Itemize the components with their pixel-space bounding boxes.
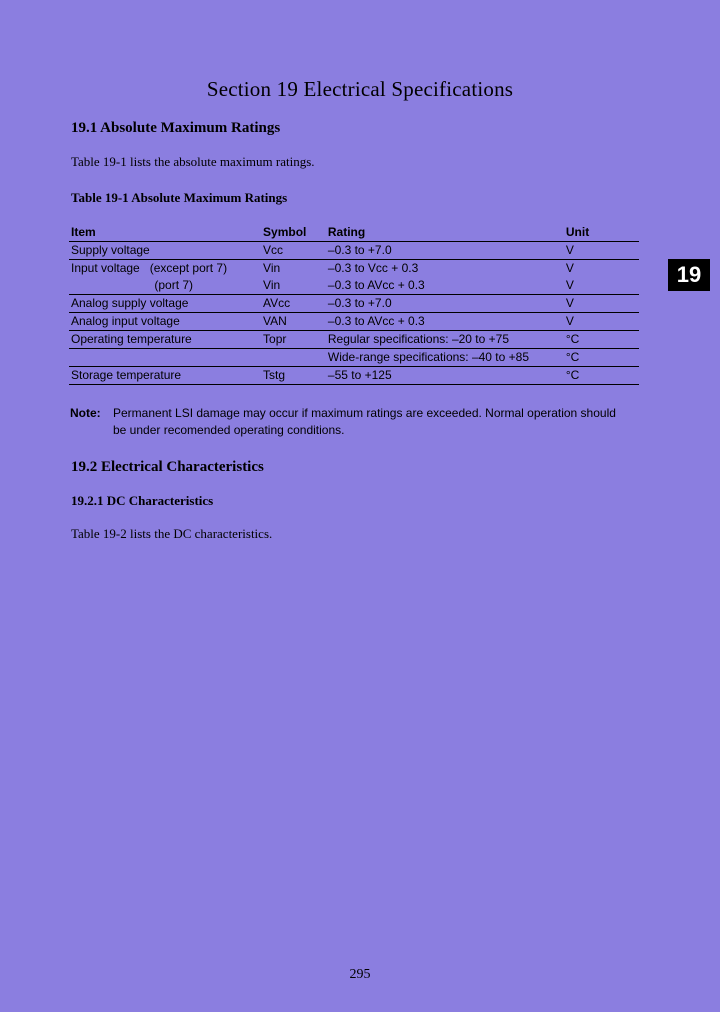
cell-item — [69, 349, 261, 367]
cell-symbol — [261, 349, 326, 367]
cell-rating: Regular specifications: –20 to +75 — [326, 331, 564, 349]
cell-unit: V — [564, 277, 639, 295]
cell-item: Supply voltage — [69, 242, 261, 260]
cell-symbol: Vcc — [261, 242, 326, 260]
header-rating: Rating — [326, 222, 564, 242]
cell-unit: V — [565, 261, 574, 275]
cell-item: Operating temperature — [69, 331, 261, 349]
cell-symbol: VAN — [261, 313, 326, 331]
cell-symbol: Tstg — [261, 367, 326, 385]
section-19-2-intro: Table 19-2 lists the DC characteristics. — [71, 526, 273, 541]
cell-rating: –0.3 to +7.0 — [326, 242, 564, 260]
note-label: Note: — [70, 406, 101, 420]
cell-unit: °C — [564, 367, 639, 385]
cell-item: Input voltage (except port 7) — [71, 261, 228, 275]
absolute-maximum-ratings-table — [69, 222, 639, 385]
cell-unit: V — [564, 313, 639, 331]
header-symbol: Symbol — [261, 222, 326, 242]
cell-rating: –0.3 to Vcc + 0.3 — [327, 261, 419, 275]
cell-unit: °C — [564, 349, 639, 367]
section-title: Section 19 Electrical Specifications — [206, 77, 514, 101]
cell-symbol: Vin — [261, 277, 326, 295]
note-text: Permanent LSI damage may occur if maximum ratings are exceeded. Normal operation should be under recomended operating conditions. — [113, 406, 616, 437]
cell-item: Storage temperature — [69, 367, 261, 385]
section-19-1-intro: Table 19-1 lists the absolute maximum ratings. — [71, 154, 315, 169]
section-19-2-heading: 19.2 Electrical Characteristics — [71, 459, 264, 475]
cell-item: (port 7) — [69, 277, 261, 295]
cell-symbol: Vin — [263, 261, 281, 275]
cell-unit: °C — [564, 331, 639, 349]
cell-rating: –55 to +125 — [326, 367, 564, 385]
header-item: Item — [69, 222, 261, 242]
table-row — [69, 367, 639, 385]
cell-symbol: AVcc — [261, 295, 326, 313]
cell-rating: –0.3 to AVcc + 0.3 — [326, 313, 564, 331]
table-note — [70, 405, 630, 439]
header-unit: Unit — [564, 222, 639, 242]
cell-item: Analog supply voltage — [69, 295, 261, 313]
section-19-2-1-heading: 19.2.1 DC Characteristics — [71, 493, 214, 508]
table-19-1-caption: Table 19-1 Absolute Maximum Ratings — [71, 190, 288, 205]
page-number: 295 — [349, 967, 371, 982]
table-row — [69, 313, 639, 331]
cell-item: Analog input voltage — [69, 313, 261, 331]
table-row — [69, 242, 639, 260]
table-row — [69, 331, 639, 349]
cell-rating: Wide-range specifications: –40 to +85 — [326, 349, 564, 367]
cell-rating: –0.3 to AVcc + 0.3 — [326, 277, 564, 295]
cell-unit: V — [564, 242, 639, 260]
cell-symbol: Topr — [261, 331, 326, 349]
cell-rating: –0.3 to +7.0 — [326, 295, 564, 313]
table-row — [69, 295, 639, 313]
section-19-1-heading: 19.1 Absolute Maximum Ratings — [71, 120, 281, 136]
table-row — [69, 260, 639, 278]
table-row — [69, 277, 639, 295]
chapter-tab: 19 — [668, 259, 710, 291]
cell-unit: V — [564, 295, 639, 313]
table-row — [69, 349, 639, 367]
table-header-row — [69, 222, 639, 242]
